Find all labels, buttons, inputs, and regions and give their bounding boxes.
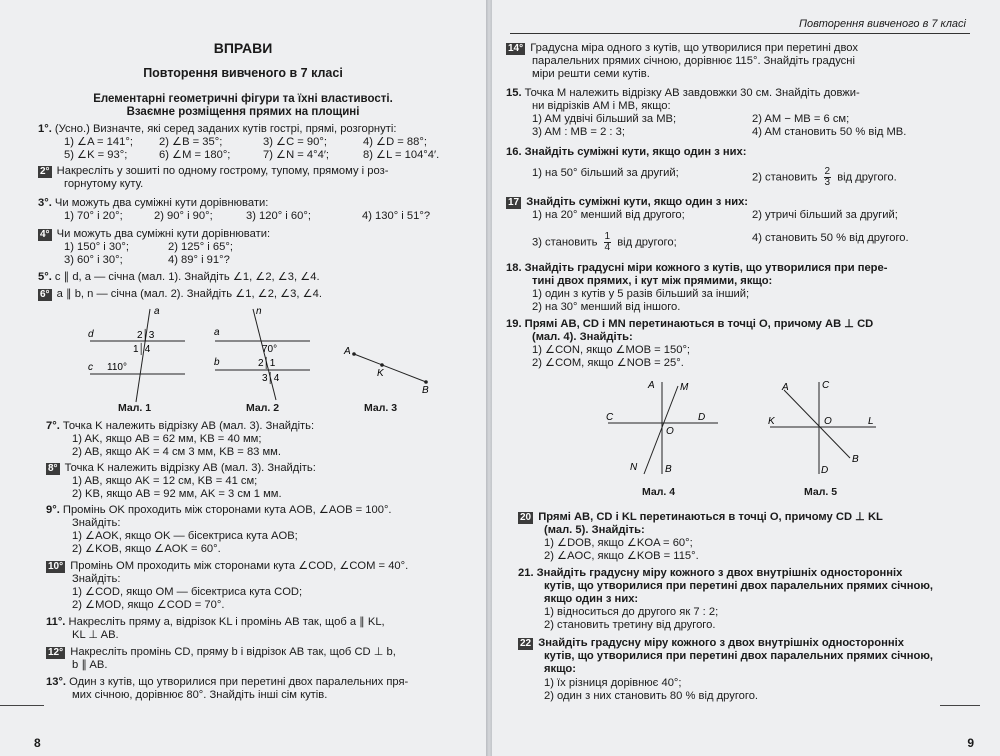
exercise-number: 20	[520, 512, 532, 523]
fraction-denominator: 4	[604, 242, 611, 253]
exercise-text: Знайдіть градусні міри кожного з кутів, що утворилися при пере-	[524, 262, 888, 274]
exercise-number: 6°	[40, 289, 50, 300]
exercise-number: 10°	[48, 561, 64, 572]
figure-5-caption: Мал. 5	[804, 486, 838, 498]
exercise-number: 9°.	[46, 504, 60, 516]
exercise-text: Знайдіть градусну міру кожного з двох внутрішніх односторонніх	[536, 567, 903, 579]
page-number: 9	[967, 736, 974, 750]
option: 3) 60° і 30°;	[64, 254, 123, 266]
exercise-1	[38, 123, 396, 136]
exercise-15	[506, 87, 860, 100]
option: 1) ∠A = 141°;	[64, 136, 133, 148]
right-page	[492, 0, 1000, 756]
option: 4) становить 50 % від другого.	[752, 232, 909, 244]
exercise-number: 7°.	[46, 420, 60, 432]
label-angle-value: 110°	[107, 362, 127, 373]
option: 2) ∠KOB, якщо ∠AOK = 60°.	[72, 543, 221, 555]
label-M: M	[680, 382, 689, 393]
exercise-text: Знайдіть суміжні кути, якщо один з них:	[526, 196, 749, 208]
page-number-rule	[0, 705, 44, 706]
option: 4) 130° і 51°?	[362, 210, 431, 222]
option: 2) 125° і 65°;	[168, 241, 233, 253]
exercise-13	[46, 676, 408, 689]
option: 6) ∠M = 180°;	[159, 149, 231, 161]
exercise-text: Прямі AB, CD і MN перетинаються в точці O, причому AB ⊥ CD	[524, 318, 874, 330]
exercise-4-row-2	[64, 254, 230, 267]
option: 2) ∠AOC, якщо ∠KOB = 115°.	[544, 550, 699, 562]
running-head-rule	[510, 33, 970, 34]
fraction	[824, 167, 832, 188]
exercise-text: Градусна міра одного з кутів, що утворилися при перетині двох	[530, 42, 858, 54]
label-B: B	[852, 454, 859, 465]
label-D: D	[698, 412, 706, 423]
exercise-text: (Усно.) Визначте, які серед заданих кутів гострі, прямі, розгорнуті:	[54, 123, 397, 135]
exercise-text: Один з кутів, що утворилися при перетині двох паралельних пря-	[69, 676, 409, 688]
option: 2) утричі більший за другий;	[752, 209, 898, 221]
exercise-number: 12°	[48, 647, 64, 658]
fraction-numerator: 1	[604, 231, 611, 242]
exercise-14	[506, 42, 858, 55]
figure-2	[210, 304, 320, 414]
exercise-text: c ∥ d, a — січна (мал. 1). Знайдіть ∠1, ∠2, ∠3, ∠4.	[54, 271, 320, 283]
option: 2) становить	[752, 171, 818, 184]
exercise-text: якщо:	[544, 663, 576, 675]
figure-2-caption: Мал. 2	[246, 402, 280, 414]
option: 1) один з кутів у 5 разів більший за інший;	[532, 288, 750, 300]
exercise-15-row-2	[532, 126, 906, 139]
option: 7) ∠N = 4°4′;	[263, 149, 330, 161]
exercise-text: ни відрізків AM і MB, якщо:	[532, 100, 671, 112]
option: 3) ∠C = 90°;	[263, 136, 327, 148]
label-C: C	[606, 412, 614, 423]
option: 2) ∠MOD, якщо ∠COD = 70°.	[72, 599, 225, 611]
label-A: A	[344, 346, 351, 357]
exercise-number: 19.	[506, 318, 522, 330]
option: 2) 90° і 90°;	[154, 210, 213, 222]
page-number: 8	[34, 736, 41, 750]
label-angles: 1│4	[133, 344, 151, 355]
exercise-text: a ∥ b, n — січна (мал. 2). Знайдіть ∠1, ∠2, ∠3, ∠4.	[56, 288, 322, 300]
option-fraction	[532, 232, 677, 253]
label-N: N	[630, 462, 638, 473]
label-a: a	[214, 327, 220, 338]
exercise-number: 2°	[40, 166, 50, 177]
exercise-text: b ∥ AB.	[72, 659, 108, 671]
figure-4	[600, 374, 730, 484]
exercise-text: Точка M належить відрізку AB завдовжки 30 см. Знайдіть довжи-	[524, 87, 860, 99]
fraction-denominator: 3	[824, 177, 831, 188]
label-b: b	[214, 357, 220, 368]
exercise-21	[518, 567, 902, 580]
label-angles: 2│3	[137, 330, 155, 341]
exercise-12	[46, 646, 396, 659]
exercise-text: Накресліть промінь CD, пряму b і відрізок AB так, щоб CD ⊥ b,	[70, 646, 396, 658]
option: 2) AM − MB = 6 см;	[752, 113, 850, 125]
exercise-text: горнутому куту.	[64, 178, 144, 190]
label-C: C	[822, 380, 830, 391]
exercise-number: 22	[520, 638, 532, 649]
exercise-text: Чи можуть два суміжні кути дорівнювати:	[54, 197, 269, 209]
option: 5) ∠K = 93°;	[64, 149, 128, 161]
exercise-9	[46, 504, 392, 517]
figure-5	[764, 374, 884, 484]
exercise-1-row-1	[64, 136, 427, 149]
option: 4) 89° і 91°?	[168, 254, 230, 266]
exercise-text: міри решти семи кутів.	[532, 68, 650, 80]
option: від другого.	[837, 171, 897, 184]
exercise-2	[38, 165, 388, 178]
exercise-20	[518, 511, 883, 524]
exercise-number: 11°.	[46, 616, 66, 628]
exercise-text: (мал. 4). Знайдіть:	[532, 331, 633, 343]
figure-1-caption: Мал. 1	[118, 402, 152, 414]
exercise-4-row-1	[64, 241, 233, 254]
exercise-number: 17	[508, 197, 520, 208]
option: 1) ∠COD, якщо OM — бісектриса кута COD;	[72, 586, 303, 598]
exercise-text: Накресліть пряму a, відрізок KL і промінь AB так, щоб a ∥ KL,	[68, 616, 385, 628]
exercise-number: 21.	[518, 567, 534, 579]
fraction	[604, 232, 612, 253]
option: 2) один з них становить 80 % від другого.	[544, 690, 759, 702]
option: 1) AK, якщо AB = 62 мм, KB = 40 мм;	[72, 433, 262, 445]
exercise-text: якщо один з них:	[544, 593, 639, 605]
exercise-text: Промінь OM проходить між сторонами кута ∠COD, ∠COM = 40°.	[70, 560, 409, 572]
exercise-text: Накресліть у зошиті по одному гострому, тупому, прямому і роз-	[56, 165, 389, 177]
label-A: A	[782, 382, 789, 393]
left-page	[0, 0, 486, 756]
option: 3) AM : MB = 2 : 3;	[532, 126, 625, 138]
option: 4) ∠D = 88°;	[363, 136, 427, 148]
option: 1) на 20° менший від другого;	[532, 209, 685, 221]
label-a: a	[154, 306, 160, 317]
section-heading-1: Елементарні геометричні фігури та їхні властивості.	[93, 93, 393, 105]
option: від другого;	[617, 236, 677, 249]
exercise-number: 4°	[40, 229, 50, 240]
label-angles: 2│1	[258, 358, 276, 369]
exercise-text: Чи можуть два суміжні кути дорівнювати:	[56, 228, 271, 240]
exercise-text: Знайдіть градусну міру кожного з двох внутрішніх односторонніх	[538, 637, 904, 649]
exercise-text: тині двох прямих, і кут між прямими, якщо:	[532, 275, 773, 287]
option: 1) AM удвічі більший за MB;	[532, 113, 677, 125]
exercise-text: Промінь OK проходить між сторонами кута AOB, ∠AOB = 100°.	[62, 504, 392, 516]
label-angles: 3│4	[262, 373, 280, 384]
exercise-number: 5°.	[38, 271, 52, 283]
exercise-22	[518, 637, 904, 650]
option: 2) ∠B = 35°;	[159, 136, 223, 148]
option: 1) ∠CON, якщо ∠MOB = 150°;	[532, 344, 691, 356]
exercise-number: 8°	[48, 463, 58, 474]
figure-1	[80, 304, 190, 414]
exercise-text: Точка K належить відрізку AB (мал. 3). Знайдіть:	[64, 462, 316, 474]
option: 1) ∠AOK, якщо OK — бісектриса кута AOB;	[72, 530, 298, 542]
exercise-6	[38, 288, 322, 301]
exercise-number: 13°.	[46, 676, 67, 688]
option: 1) AB, якщо AK = 12 см, KB = 41 см;	[72, 475, 258, 487]
exercise-4	[38, 228, 270, 241]
exercise-text: кутів, що утворилися при перетині двох паралельних прямих січною,	[544, 580, 934, 592]
label-B: B	[422, 385, 429, 396]
label-D: D	[821, 465, 829, 476]
page-number-rule	[940, 705, 980, 706]
exercise-text: KL ⊥ AB.	[72, 629, 119, 641]
option: 1) відноситься до другого як 7 : 2;	[544, 606, 719, 618]
option: 1) 70° і 20°;	[64, 210, 123, 222]
exercise-3-options	[64, 210, 430, 223]
exercise-7	[46, 420, 314, 433]
exercise-text: (мал. 5). Знайдіть:	[544, 524, 645, 536]
label-c: c	[88, 362, 93, 373]
exercise-19	[506, 318, 873, 331]
figure-4-caption: Мал. 4	[642, 486, 676, 498]
label-O: O	[666, 426, 674, 437]
page-subtitle: Повторення вивченого в 7 класі	[143, 66, 343, 80]
exercise-1-row-2	[64, 149, 439, 162]
figure-3-caption: Мал. 3	[364, 402, 398, 414]
label-A: A	[648, 380, 655, 391]
option-fraction	[752, 167, 897, 188]
exercise-8	[46, 462, 316, 475]
option: 3) 120° і 60°;	[246, 210, 311, 222]
exercise-text: Точка K належить відрізку AB (мал. 3). Знайдіть:	[62, 420, 315, 432]
label-O: O	[824, 416, 832, 427]
figure-3	[340, 336, 440, 396]
label-angle-value: 70°	[262, 344, 278, 355]
exercise-text: Прямі AB, CD і KL перетинаються в точці O, причому CD ⊥ KL	[538, 511, 883, 523]
fraction-numerator: 2	[824, 166, 831, 177]
option: 2) на 30° менший від іншого.	[532, 301, 681, 313]
page-title: ВПРАВИ	[213, 40, 273, 56]
exercise-text: Знайдіть:	[72, 517, 121, 529]
exercise-number: 15.	[506, 87, 522, 99]
option: 1) ∠DOB, якщо ∠KOA = 60°;	[544, 537, 693, 549]
exercise-11	[46, 616, 385, 629]
exercise-text: кутів, що утворилися при перетині двох паралельних прямих січною,	[544, 650, 934, 662]
exercise-3	[38, 197, 268, 210]
option: 4) AM становить 50 % від MB.	[752, 126, 907, 138]
running-head: Повторення вивченого в 7 класі	[798, 18, 966, 30]
exercise-10	[46, 560, 408, 573]
option: 2) AB, якщо AK = 4 см 3 мм, KB = 83 мм.	[72, 446, 281, 458]
option: 1) їх різниця дорівнює 40°;	[544, 677, 682, 689]
option: 8) ∠L = 104°4′.	[363, 149, 440, 161]
exercise-number: 16.	[506, 146, 522, 158]
exercise-17	[506, 196, 748, 209]
exercise-text: мих січною, дорівнює 80°. Знайдіть інші сім кутів.	[72, 689, 328, 701]
exercise-text: Знайдіть:	[72, 573, 121, 585]
label-d: d	[88, 329, 94, 340]
option: 2) KB, якщо AB = 92 мм, AK = 3 см 1 мм.	[72, 488, 282, 500]
exercise-16	[506, 146, 746, 159]
option: 2) ∠COM, якщо ∠NOB = 25°.	[532, 357, 684, 369]
label-K: K	[377, 368, 384, 379]
label-n: n	[256, 306, 262, 317]
label-L: L	[868, 416, 874, 427]
exercise-text: паралельних прямих січною, дорівнює 115°. Знайдіть градусні	[532, 55, 855, 67]
section-heading-2: Взаємне розміщення прямих на площині	[126, 106, 360, 118]
label-B: B	[665, 464, 672, 475]
exercise-15-row-1	[532, 113, 849, 126]
exercise-number: 3°.	[38, 197, 52, 209]
exercise-5	[38, 271, 320, 284]
exercise-18	[506, 262, 887, 275]
exercise-text: Знайдіть суміжні кути, якщо один з них:	[524, 146, 747, 158]
option: 1) на 50° більший за другий;	[532, 167, 679, 179]
option: 3) становить	[532, 236, 598, 249]
option: 2) становить третину від другого.	[544, 619, 716, 631]
option: 1) 150° і 30°;	[64, 241, 129, 253]
exercise-number: 18.	[506, 262, 522, 274]
exercise-number: 1°.	[38, 123, 52, 135]
label-K: K	[768, 416, 775, 427]
exercise-number: 14°	[508, 43, 524, 54]
